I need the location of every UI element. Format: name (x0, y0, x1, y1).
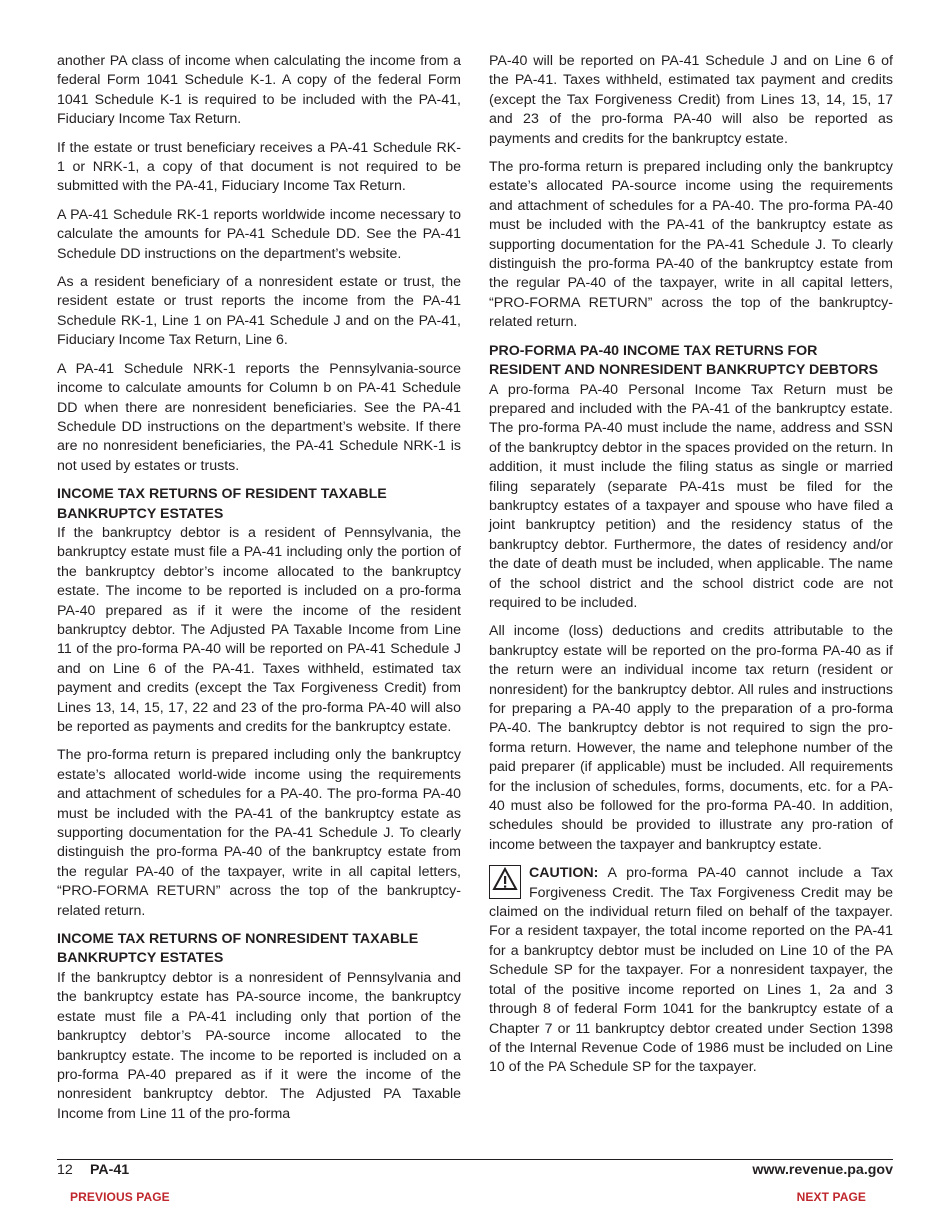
website-url: www.revenue.pa.gov (752, 1162, 893, 1178)
paragraph: If the estate or trust beneficiary receives a PA-41 Schedule RK-1 or NRK-1, a copy of that document is not required to be submitted with the PA-41, Fiduciary Income Tax Return. (57, 139, 461, 195)
paragraph: A pro-forma PA-40 Personal Income Tax Return must be prepared and included with the PA-41 of the bankruptcy estate. The pro-forma PA-40 must include the name, address and SSN of the bankruptcy debtor in the spaces provided on the return. In addition, it must include the filing status as single or married filing separately (separate PA-41s must be filed for the bankruptcy estates of a taxpayer and spouse who have filed a joint bankruptcy petition) and the residency status of the bankruptcy debtor. Furthermore, the dates of residency and/or the date of death must be included, when applicable. The name of the school district and the school district code are not required to be included. (489, 381, 893, 611)
paragraph: All income (loss) deductions and credits attributable to the bankruptcy estate will be reported on the pro-forma PA-40 as if the return were an individual income tax return (resident or nonresident) for the bankruptcy debtor. All rules and instructions for preparing a PA-40 apply to the preparation of a pro-forma PA-40. The bankruptcy debtor is not required to sign the pro-forma return. However, the name and telephone number of the paid preparer (if applicable) must be included. All requirements for the inclusion of schedules, forms, documents, etc. for a PA-40 must also be followed for the pro-forma PA-40. In addition, schedules should be provided to illustrate any pro-ration of income between the taxpayer and bankruptcy estate. (489, 623, 893, 853)
right-column (489, 52, 893, 1087)
previous-page-link[interactable]: PREVIOUS PAGE (70, 1190, 170, 1204)
paragraph: A PA-41 Schedule RK-1 reports worldwide income necessary to calculate the amounts for PA-41 Schedule DD. See the PA-41 Schedule DD instructions on the department’s website. (57, 206, 461, 262)
paragraph: If the bankruptcy debtor is a nonresident of Pennsylvania and the bankruptcy estate has PA-source income, the bankruptcy estate must file a PA-41 including only that portion of the bankruptcy debtor’s PA-source income allocated to the bankruptcy estate. The income to be reported is included on a pro-forma PA-40 prepared as if it were the income of the nonresident bankruptcy debtor. The Adjusted PA Taxable Income from Line 11 of the pro-forma (57, 969, 461, 1122)
next-page-link[interactable]: NEXT PAGE (796, 1190, 866, 1204)
paragraph: another PA class of income when calculating the income from a federal Form 1041 Schedule K-1. A copy of the federal Form 1041 Schedule K-1 is required to be included with the PA-41, Fiduciary Income Tax Return. (57, 53, 461, 128)
caution-note (489, 864, 893, 1077)
warning-triangle-icon (489, 865, 521, 899)
section-heading-pro-forma: PRO-FORMA PA-40 INCOME TAX RETURNS FOR RESIDENT AND NONRESIDENT BANKRUPTCY DEBTORS (489, 342, 879, 379)
paragraph: The pro-forma return is prepared including only the bankruptcy estate’s allocated world-wide income using the requirements and attachment of schedules for a PA-40. The pro-forma PA-40 must be included with the PA-41 of the bankruptcy estate as supporting documentation for the PA-41 Schedule J. To clearly distinguish the pro-forma PA-40 of the bankruptcy estate from the regular PA-40 of the taxpayer, write in all capital letters, “PRO-FORMA RETURN” across the top of the bankruptcy-related return. (57, 747, 461, 919)
left-column (57, 52, 461, 1133)
section-heading-nonresident: INCOME TAX RETURNS OF NONRESIDENT TAXABLE BANKRUPTCY ESTATES (57, 931, 419, 967)
section-heading-resident: INCOME TAX RETURNS OF RESIDENT TAXABLE BANKRUPTCY ESTATES (57, 486, 387, 522)
paragraph: If the bankruptcy debtor is a resident of Pennsylvania, the bankruptcy estate must file a PA-41 including only the portion of the bankruptcy debtor’s income allocated to the bankruptcy estate. The income to be reported is included on a pro-forma PA-40 prepared as if it were the income of the resident bankruptcy debtor. The Adjusted PA Taxable Income from Line 11 of the pro-forma PA-40 will be reported on PA-41 Schedule J and on Line 6 of the PA-41. Taxes withheld, estimated tax payment and credits (except the Tax Forgiveness Credit) from Lines 13, 14, 15, 17, 22 and 23 of the pro-forma PA-40 will also be reported as payments and credits for the bankruptcy estate. (57, 524, 461, 735)
caution-text: A pro-forma PA-40 cannot include a Tax Forgiveness Credit. The Tax Forgiveness Credit may be claimed on the individual return filed on behalf of the taxpayer. For a resident taxpayer, the total income reported on the PA-41 for a bankruptcy debtor must be included on Line 10 of the PA Schedule SP for the taxpayer. For a nonresident taxpayer, the total of the positive income reported on Lines 1, 2a and 3 through 8 of federal Form 1041 for the bankruptcy estate of a Chapter 7 or 11 bankruptcy debtor created under Section 1398 of the Internal Revenue Code of 1986 must be included on Line 10 of the PA Schedule SP for the taxpayer. (489, 865, 893, 1076)
page-number: 12 (57, 1162, 73, 1178)
paragraph: As a resident beneficiary of a nonresident estate or trust, the resident estate or trust reports the income from the PA-41 Schedule RK-1, Line 1 on PA-41 Schedule J and on the PA-41, Fiduciary Income Tax Return, Line 6. (57, 274, 461, 349)
caution-label: CAUTION: (529, 865, 599, 882)
paragraph: A PA-41 Schedule NRK-1 reports the Pennsylvania-source income to calculate amounts for Column b on PA-41 Schedule DD when there are nonresident beneficiaries. See the PA-41 Schedule DD instructions on the department’s website. If there are no nonresident beneficiaries, the PA-41 Schedule NRK-1 is not used by estates or trusts. (57, 360, 461, 474)
paragraph: The pro-forma return is prepared including only the bankruptcy estate’s allocated PA-source income using the requirements and attachment of schedules for a PA-40. The pro-forma PA-40 must be included with the PA-41 of the bankruptcy estate as supporting documentation for the PA-41 Schedule J. To clearly distinguish the pro-forma PA-40 of the bankruptcy estate from the regular PA-40 of the taxpayer, write in all capital letters, “PRO-FORMA RETURN” across the top of the bankruptcy-related return. (489, 159, 893, 331)
paragraph: PA-40 will be reported on PA-41 Schedule J and on Line 6 of the PA-41. Taxes withheld, estimated tax payment and credits (except the Tax Forgiveness Credit) from Lines 13, 14, 15, 17 and 23 of the pro-forma PA-40 will also be reported as payments and credits for the bankruptcy estate. (489, 53, 893, 147)
form-name: PA-41 (90, 1162, 130, 1178)
footer-divider (57, 1159, 893, 1160)
